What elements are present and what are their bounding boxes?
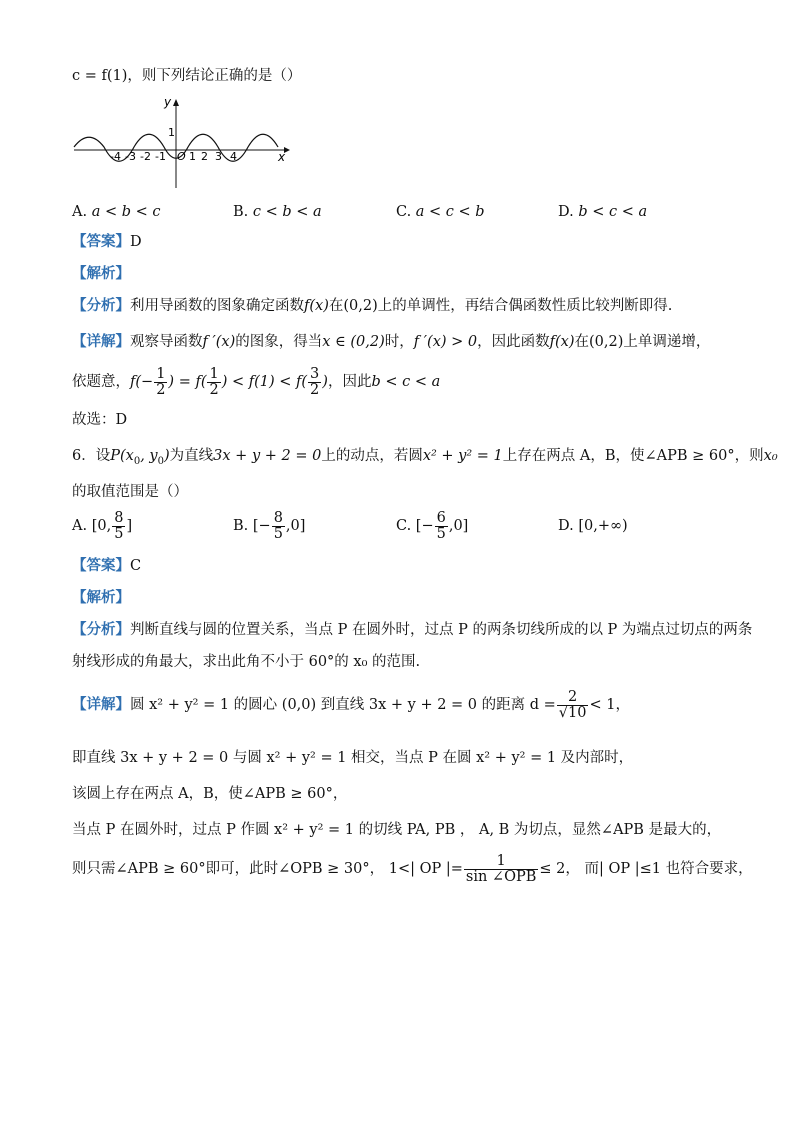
q6-detail-4: 当点 P 在圆外时，过点 P 作圆 x² + y² = 1 的切线 PA, PB ， A, B 为切点，显然∠APB 是最大的， (72, 822, 722, 838)
fraction-three-halves: $\frac{3}{2}$ (310, 365, 320, 398)
tick-label: 1 (189, 150, 196, 163)
y-axis-arrow (173, 99, 179, 106)
q5-intro: c = f(1)，则下列结论正确的是（） (72, 68, 302, 84)
q5-option-b: B. c < b < a (233, 204, 322, 220)
q6-option-c: C. [− $\frac{6}{5}$ ,0] (396, 509, 469, 542)
q6-detail-3: 该圆上存在两点 A，B，使∠APB ≥ 60°， (72, 786, 348, 802)
q5-chain: 依题意，f(− $\frac{1}{2}$ ) = f( $\frac{1}{2}$ ) < f(1) < f( $\frac{3}{2}$ )，因此b < c < a (72, 365, 441, 398)
tick-label: 3 (215, 150, 222, 163)
q5-analysis-heading: 【解析】 (72, 266, 130, 282)
q5-detail: 【详解】观察导函数f ′(x)的图象，得当x ∈ (0,2)时，f ′(x) > 0，因此函数f(x)在(0,2)上单调递增， (72, 334, 711, 350)
derivative-graph (72, 94, 292, 190)
q6-option-d: D. [0,+∞) (558, 518, 628, 534)
q6-detail-1: 【详解】圆 x² + y² = 1 的圆心 (0,0) 到直线 3x + y + 2 = 0 的距离 d = $\frac{2}{√10}$ < 1， (72, 688, 630, 721)
q6-option-a: A. [0, $\frac{8}{5}$ ] (72, 509, 133, 542)
q5-answer: 【答案】D (72, 234, 142, 250)
x-axis-label: x (278, 150, 286, 164)
q6-detail-2: 即直线 3x + y + 2 = 0 与圆 x² + y² = 1 相交，当点 P 在圆 x² + y² = 1 及内部时， (72, 750, 634, 766)
tick-label: -1 (155, 150, 166, 163)
origin-label: O (177, 150, 186, 163)
q5-option-d: D. b < c < a (558, 204, 648, 220)
q5-option-a: A. a < b < c (72, 204, 161, 220)
q6-stem-line2: 的取值范围是（） (72, 484, 188, 500)
q6-detail-5: 则只需∠APB ≥ 60°即可，此时∠OPB ≥ 30°， 1<| OP |= $\frac{1}{\text{sin ∠OPB}}$ ≤ 2， 而| OP |≤1 也符合要求， (72, 852, 753, 885)
tick-label: 2 (201, 150, 208, 163)
tick-label: -2 (140, 150, 151, 163)
q5-choose: 故选：D (72, 412, 128, 428)
fraction-half: $\frac{1}{2}$ (209, 365, 219, 398)
q5-fenxi: 【分析】利用导函数的图象确定函数f(x)在(0,2)上的单调性，再结合偶函数性质比较判断即得. (72, 298, 673, 314)
q6-answer: 【答案】C (72, 558, 142, 574)
q6-fenxi-line1: 【分析】判断直线与圆的位置关系，当点 P 在圆外时，过点 P 的两条切线所成的以 P 为端点过切点的两条 (72, 622, 753, 638)
q5-option-c: C. a < c < b (396, 204, 485, 220)
fraction-half: $\frac{1}{2}$ (156, 365, 166, 398)
q6-option-b: B. [− $\frac{8}{5}$ ,0] (233, 509, 306, 542)
tick-label: -4 (110, 150, 121, 163)
y-axis-label: y (164, 95, 172, 109)
q6-analysis-heading: 【解析】 (72, 590, 130, 606)
fraction-distance: $\frac{2}{√10}$ (558, 688, 587, 721)
q6-fenxi-line2: 射线形成的角最大，求出此角不小于 60°的 x₀ 的范围. (72, 654, 421, 670)
tick-label: 4 (230, 150, 237, 163)
y-one-label: 1 (168, 126, 175, 139)
fraction-op: $\frac{1}{\text{sin ∠OPB}}$ (465, 852, 537, 885)
q6-stem-line1: 6．设$P(x_0$, $y_0$)为直线3x + y + 2 = 0上的动点，若圆x² + y² = 1上存在两点 A，B，使∠APB ≥ 60°，则x₀ (72, 448, 778, 467)
tick-label: -3 (125, 150, 136, 163)
